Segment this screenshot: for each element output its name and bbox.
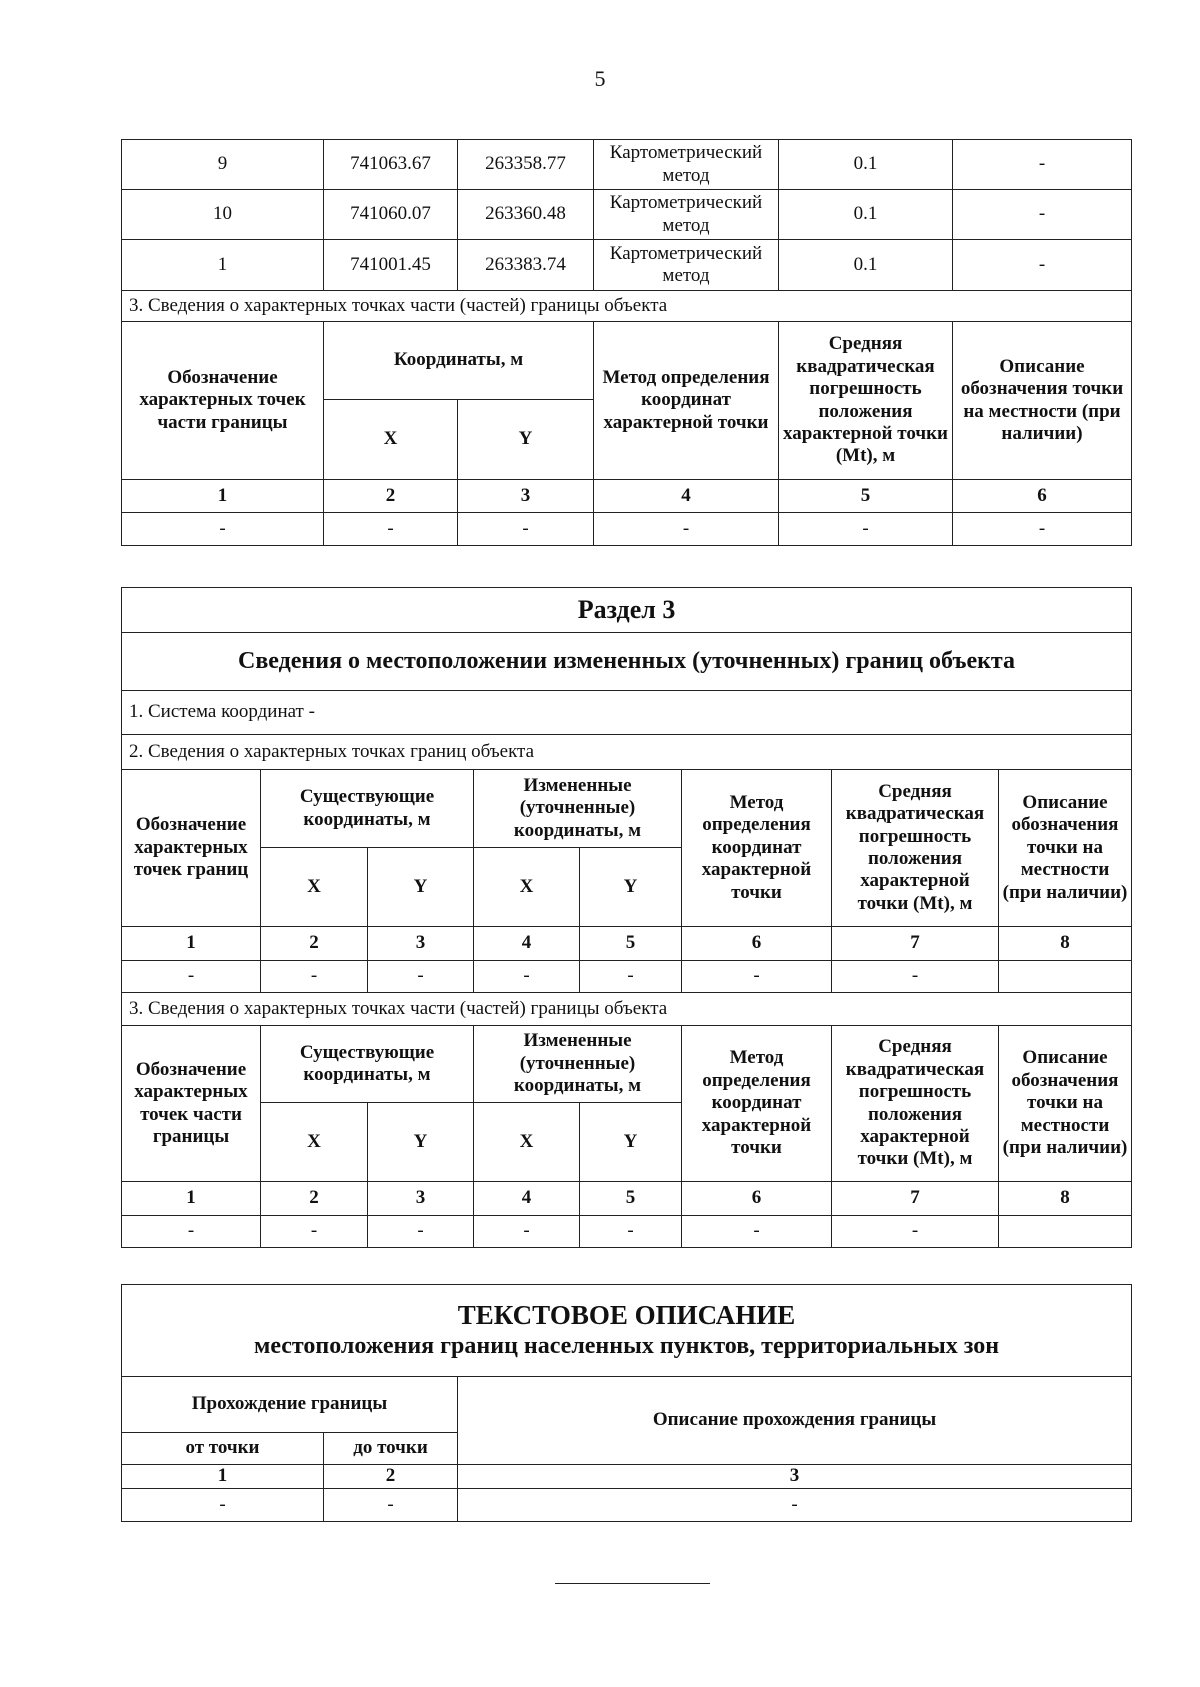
point-cell: 9 (122, 140, 324, 190)
desc-cell: - (953, 140, 1132, 190)
section-title: Раздел 3 (122, 588, 1132, 633)
point-designation-header: Обозначение характерных точек границ (122, 770, 261, 927)
empty-cell: - (832, 961, 999, 993)
table-row (122, 240, 1132, 291)
y-header: Y (458, 400, 594, 480)
text-description-table (121, 1284, 1132, 1522)
table-row (122, 140, 1132, 190)
y-cell: 263360.48 (458, 190, 594, 240)
empty-cell: - (580, 961, 682, 993)
description-subtitle: местоположения границ населенных пунктов, территориальных зон (253, 1333, 1000, 1360)
column-number-row (122, 1465, 1132, 1489)
empty-cell: - (474, 1216, 580, 1248)
method-header: Метод определения координат характерной точки (682, 770, 832, 927)
empty-cell: - (779, 513, 953, 546)
column-number: 1 (122, 1182, 261, 1216)
x-header: X (261, 1103, 368, 1182)
column-number: 1 (122, 480, 324, 513)
desc-cell: - (953, 190, 1132, 240)
column-number: 1 (122, 1465, 324, 1489)
x-cell: 741001.45 (324, 240, 458, 291)
column-number: 4 (474, 927, 580, 961)
method-header: Метод определения координат характерной точки (594, 322, 779, 480)
mt-cell: 0.1 (779, 240, 953, 291)
empty-cell: - (682, 1216, 832, 1248)
table-row (122, 1216, 1132, 1248)
column-number-row (122, 1182, 1132, 1216)
method-cell: Картометрический метод (594, 190, 779, 240)
empty-cell: - (324, 1489, 458, 1522)
column-number: 2 (261, 927, 368, 961)
existing-coordinates-header: Существующие координаты, м (261, 1026, 474, 1103)
table-row (122, 190, 1132, 240)
empty-cell: - (580, 1216, 682, 1248)
coordinate-system: 1. Система координат - (122, 691, 1132, 735)
from-point-header: от точки (122, 1433, 324, 1465)
section-heading: 3. Сведения о характерных точках части (частей) границы объекта (122, 291, 1132, 322)
column-number: 3 (458, 480, 594, 513)
column-number: 5 (580, 927, 682, 961)
mt-header: Средняя квадратическая погрешность положения характерной точки (Mt), м (832, 770, 999, 927)
description-title: ТЕКСТОВОЕ ОПИСАНИЕ (457, 1300, 796, 1331)
mt-header: Средняя квадратическая погрешность положения характерной точки (Mt), м (779, 322, 953, 480)
empty-cell: - (368, 1216, 474, 1248)
empty-cell: - (122, 1489, 324, 1522)
x-header: X (324, 400, 458, 480)
point-cell: 10 (122, 190, 324, 240)
empty-cell: - (261, 961, 368, 993)
section-heading: 2. Сведения о характерных точках границ объекта (122, 735, 1132, 770)
empty-cell: - (122, 1216, 261, 1248)
column-number: 5 (779, 480, 953, 513)
column-number-row (122, 480, 1132, 513)
column-number: 7 (832, 1182, 999, 1216)
passage-header: Прохождение границы (122, 1377, 458, 1433)
desc-cell: - (953, 240, 1132, 291)
description-header: Описание обозначения точки на местности (при наличии) (999, 1026, 1132, 1182)
point-cell: 1 (122, 240, 324, 291)
method-header: Метод определения координат характерной точки (682, 1026, 832, 1182)
y-header: Y (368, 1103, 474, 1182)
mt-cell: 0.1 (779, 190, 953, 240)
section-subtitle: Сведения о местоположении измененных (уточненных) границ объекта (122, 633, 1132, 691)
x-header: X (474, 1103, 580, 1182)
column-number: 8 (999, 1182, 1132, 1216)
to-point-header: до точки (324, 1433, 458, 1465)
column-number: 3 (368, 1182, 474, 1216)
section-heading: 3. Сведения о характерных точках части (частей) границы объекта (122, 993, 1132, 1026)
column-number: 6 (953, 480, 1132, 513)
column-number: 4 (474, 1182, 580, 1216)
y-header: Y (580, 848, 682, 927)
table-row (122, 513, 1132, 546)
empty-cell: - (953, 513, 1132, 546)
point-designation-header: Обозначение характерных точек части границы (122, 322, 324, 480)
column-number: 2 (261, 1182, 368, 1216)
page-number: 5 (594, 66, 606, 91)
column-number: 5 (580, 1182, 682, 1216)
y-cell: 263358.77 (458, 140, 594, 190)
column-number: 2 (324, 480, 458, 513)
mt-cell: 0.1 (779, 140, 953, 190)
coordinates-header: Координаты, м (324, 322, 594, 400)
column-number: 6 (682, 1182, 832, 1216)
empty-cell (999, 1216, 1132, 1248)
column-number: 1 (122, 927, 261, 961)
column-number: 3 (458, 1465, 1132, 1489)
y-header: Y (580, 1103, 682, 1182)
mt-header: Средняя квадратическая погрешность положения характерной точки (Mt), м (832, 1026, 999, 1182)
empty-cell: - (832, 1216, 999, 1248)
empty-cell: - (368, 961, 474, 993)
changed-coordinates-header: Измененные (уточненные) координаты, м (474, 1026, 682, 1103)
empty-cell: - (594, 513, 779, 546)
y-header: Y (368, 848, 474, 927)
x-header: X (261, 848, 368, 927)
x-header: X (474, 848, 580, 927)
column-number-row (122, 927, 1132, 961)
point-designation-header: Обозначение характерных точек части границы (122, 1026, 261, 1182)
x-cell: 741063.67 (324, 140, 458, 190)
changed-coordinates-header: Измененные (уточненные) координаты, м (474, 770, 682, 848)
column-number: 8 (999, 927, 1132, 961)
description-header: Описание обозначения точки на местности (при наличии) (953, 322, 1132, 480)
method-cell: Картометрический метод (594, 140, 779, 190)
table-row (122, 961, 1132, 993)
y-cell: 263383.74 (458, 240, 594, 291)
description-header: Описание обозначения точки на местности (при наличии) (999, 770, 1132, 927)
empty-cell: - (122, 513, 324, 546)
table-row (122, 1489, 1132, 1522)
passage-description-header: Описание прохождения границы (458, 1377, 1132, 1465)
empty-cell: - (458, 513, 594, 546)
empty-cell: - (682, 961, 832, 993)
method-cell: Картометрический метод (594, 240, 779, 291)
column-number: 3 (368, 927, 474, 961)
section-3-table (121, 587, 1132, 1248)
empty-cell: - (122, 961, 261, 993)
empty-cell: - (458, 1489, 1132, 1522)
top-coordinates-table (121, 139, 1132, 546)
footer-rule (555, 1583, 710, 1584)
empty-cell: - (474, 961, 580, 993)
text-description-title (122, 1285, 1132, 1377)
column-number: 2 (324, 1465, 458, 1489)
empty-cell (999, 961, 1132, 993)
empty-cell: - (261, 1216, 368, 1248)
column-number: 6 (682, 927, 832, 961)
column-number: 7 (832, 927, 999, 961)
existing-coordinates-header: Существующие координаты, м (261, 770, 474, 848)
x-cell: 741060.07 (324, 190, 458, 240)
column-number: 4 (594, 480, 779, 513)
empty-cell: - (324, 513, 458, 546)
